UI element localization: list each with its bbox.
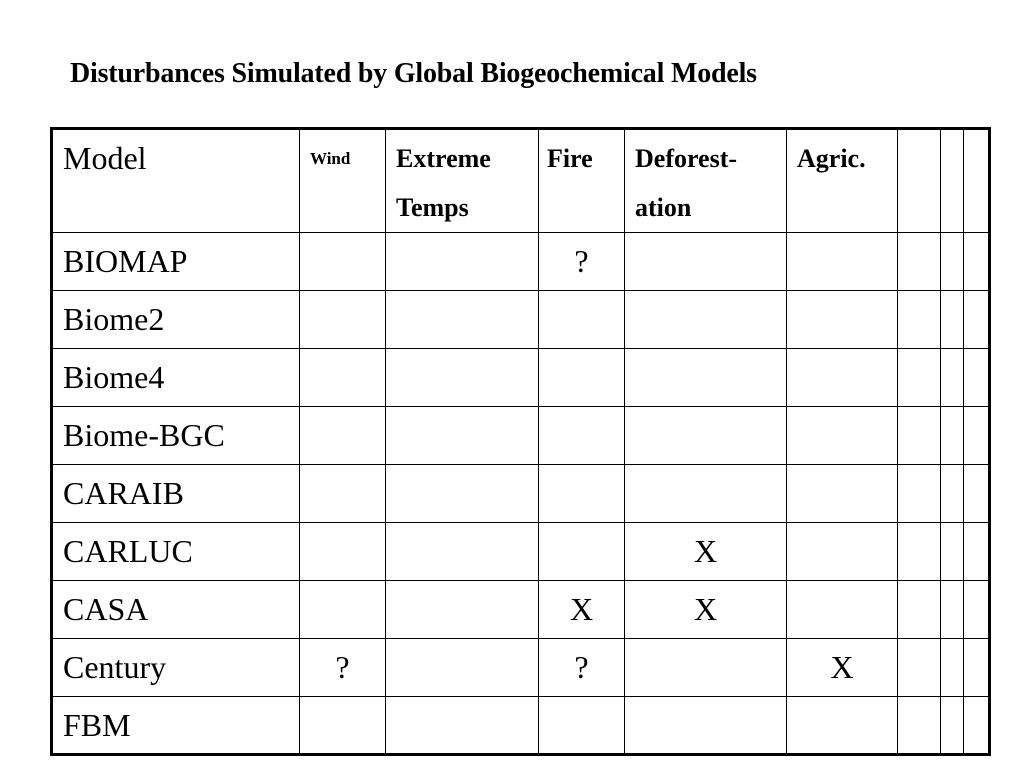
cell-extra-2: [941, 581, 964, 639]
cell-wind: [300, 465, 386, 523]
cell-agric: [787, 407, 898, 465]
cell-fire: [539, 291, 625, 349]
cell-extra-1: [898, 523, 941, 581]
cell-agric: [787, 465, 898, 523]
cell-deforestation: [625, 697, 787, 755]
cell-model: BIOMAP: [52, 233, 300, 291]
cell-deforestation: [625, 407, 787, 465]
cell-extra-2: [941, 407, 964, 465]
table-row: [52, 407, 990, 465]
table-row: [52, 349, 990, 407]
cell-agric: [787, 581, 898, 639]
cell-extra-2: [941, 291, 964, 349]
cell-extreme-temps: [386, 697, 539, 755]
cell-deforestation: [625, 291, 787, 349]
cell-model: Century: [52, 639, 300, 697]
header-extra-3: [964, 129, 990, 233]
cell-agric: [787, 523, 898, 581]
cell-fire: ?: [539, 639, 625, 697]
cell-extra-2: [941, 465, 964, 523]
header-wind: Wind: [300, 129, 386, 233]
cell-extra-1: [898, 581, 941, 639]
cell-extreme-temps: [386, 407, 539, 465]
table-row: [52, 465, 990, 523]
cell-deforestation: [625, 233, 787, 291]
cell-extreme-temps: [386, 291, 539, 349]
header-fire: Fire: [539, 129, 625, 233]
cell-extra-2: [941, 349, 964, 407]
cell-agric: [787, 233, 898, 291]
cell-extreme-temps: [386, 465, 539, 523]
cell-extra-1: [898, 233, 941, 291]
cell-extra-3: [964, 233, 990, 291]
header-deforestation: [625, 129, 787, 233]
cell-extra-3: [964, 407, 990, 465]
cell-model: CASA: [52, 581, 300, 639]
cell-extreme-temps: [386, 349, 539, 407]
cell-extra-1: [898, 639, 941, 697]
header-agric: Agric.: [787, 129, 898, 233]
cell-wind: [300, 697, 386, 755]
header-extra-2: [941, 129, 964, 233]
cell-extra-3: [964, 639, 990, 697]
cell-extreme-temps: [386, 639, 539, 697]
cell-deforestation: X: [625, 581, 787, 639]
cell-wind: [300, 581, 386, 639]
cell-extreme-temps: [386, 233, 539, 291]
cell-extra-3: [964, 523, 990, 581]
cell-wind: [300, 523, 386, 581]
table-row: [52, 291, 990, 349]
cell-extra-3: [964, 581, 990, 639]
cell-extra-1: [898, 291, 941, 349]
cell-fire: [539, 697, 625, 755]
cell-model: Biome4: [52, 349, 300, 407]
cell-model: FBM: [52, 697, 300, 755]
cell-fire: X: [539, 581, 625, 639]
cell-extreme-temps: [386, 581, 539, 639]
table-row: [52, 523, 990, 581]
cell-deforestation: X: [625, 523, 787, 581]
cell-wind: ?: [300, 639, 386, 697]
slide-title: Disturbances Simulated by Global Biogeochemical Models: [70, 58, 757, 89]
cell-extra-1: [898, 349, 941, 407]
cell-wind: [300, 349, 386, 407]
cell-extra-3: [964, 697, 990, 755]
cell-extra-3: [964, 291, 990, 349]
cell-agric: [787, 349, 898, 407]
cell-wind: [300, 291, 386, 349]
cell-extra-2: [941, 639, 964, 697]
cell-extra-2: [941, 697, 964, 755]
cell-fire: ?: [539, 233, 625, 291]
disturbance-table: [50, 127, 991, 756]
table-header-row: [52, 129, 990, 233]
cell-wind: [300, 233, 386, 291]
cell-extreme-temps: [386, 523, 539, 581]
header-extreme-temps: [386, 129, 539, 233]
cell-extra-1: [898, 465, 941, 523]
cell-fire: [539, 523, 625, 581]
cell-fire: [539, 465, 625, 523]
cell-agric: [787, 291, 898, 349]
table-row: [52, 233, 990, 291]
header-model: Model: [52, 129, 300, 233]
cell-model: Biome2: [52, 291, 300, 349]
cell-model: CARLUC: [52, 523, 300, 581]
cell-deforestation: [625, 465, 787, 523]
cell-agric: X: [787, 639, 898, 697]
cell-fire: [539, 407, 625, 465]
cell-extra-2: [941, 233, 964, 291]
cell-deforestation: [625, 349, 787, 407]
cell-agric: [787, 697, 898, 755]
table-row: [52, 639, 990, 697]
header-extra-1: [898, 129, 941, 233]
cell-extra-1: [898, 697, 941, 755]
cell-extra-3: [964, 465, 990, 523]
cell-extra-1: [898, 407, 941, 465]
cell-extra-2: [941, 523, 964, 581]
header-deforestation-line2: ation: [635, 193, 692, 222]
table-row: [52, 697, 990, 755]
cell-fire: [539, 349, 625, 407]
table-row: [52, 581, 990, 639]
header-deforestation-line1: Deforest-: [635, 144, 738, 173]
cell-model: Biome-BGC: [52, 407, 300, 465]
cell-model: CARAIB: [52, 465, 300, 523]
cell-extra-3: [964, 349, 990, 407]
cell-wind: [300, 407, 386, 465]
header-extreme-temps-line1: Extreme: [396, 144, 491, 173]
header-extreme-temps-line2: Temps: [396, 193, 469, 222]
cell-deforestation: [625, 639, 787, 697]
